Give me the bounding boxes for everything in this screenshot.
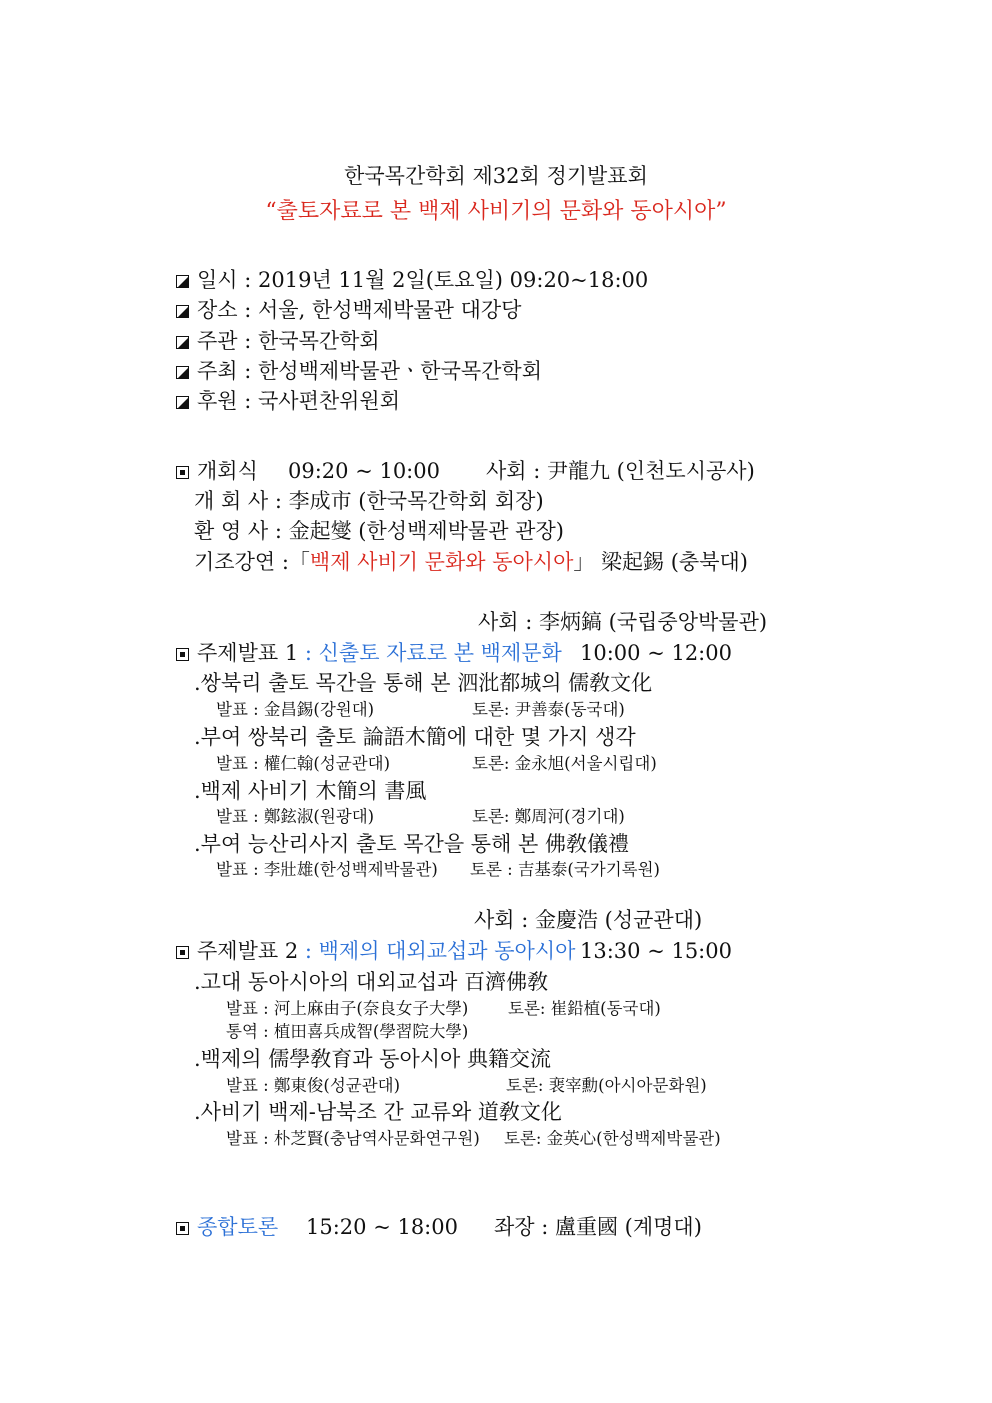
info-host — [176, 361, 542, 382]
half-filled-square-icon — [176, 396, 189, 409]
keynote-title: 백제 사비기 문화와 동아시아 — [309, 550, 574, 574]
conference-theme: “출토자료로 본 백제 사비기의 문화와 동아시아” — [265, 199, 727, 224]
keynote-suffix: 」 梁起錫 (충북대) — [573, 550, 748, 574]
session2-talk2-title: .백제의 儒學敎育과 동아시아 典籍交流 — [194, 1047, 551, 1071]
half-filled-square-icon — [176, 275, 189, 288]
half-filled-square-icon — [176, 336, 189, 349]
session1-header — [176, 643, 562, 664]
keynote — [194, 552, 748, 573]
session2-time: 13:30 ~ 15:00 — [580, 939, 732, 963]
closing-time: 15:20 ~ 18:00 — [306, 1215, 458, 1239]
welcome-address: 환 영 사 : 金起燮 (한성백제박물관 관장) — [194, 519, 564, 543]
session1-host: 사회 : 李炳鎬 (국립중앙박물관) — [478, 610, 768, 634]
session1-time: 10:00 ~ 12:00 — [580, 641, 732, 665]
square-bullet-icon — [176, 1222, 189, 1235]
info-organizer-text: 주관 : 한국목간학회 — [197, 329, 380, 353]
info-venue-text: 장소 : 서울, 한성백제박물관 대강당 — [197, 298, 522, 322]
closing-header — [176, 1217, 278, 1238]
closing-title: 종합토론 — [197, 1215, 279, 1239]
session2-talk3-presenter: 발표 : 朴芝賢(충남역사문화연구원) — [226, 1129, 480, 1148]
session2-talk1-presenter: 발표 : 河上麻由子(奈良女子大學) — [226, 999, 469, 1018]
session1-talk4-discussant: 토론 : 吉基泰(국가기록원) — [470, 860, 660, 879]
session1-talk1-presenter: 발표 : 金昌錫(강원대) — [216, 700, 375, 719]
opening-host: 사회 : 尹龍九 (인천도시공사) — [486, 459, 755, 483]
session1-talk4-title: .부여 능산리사지 출토 목간을 통해 본 佛敎儀禮 — [194, 832, 630, 856]
session1-label: 주제발표 1 — [197, 641, 299, 665]
info-date — [176, 270, 648, 291]
session2-talk1-discussant: 토론: 崔鉛植(동국대) — [508, 999, 661, 1018]
session1-talk4-presenter: 발표 : 李壯雄(한성백제박물관) — [216, 860, 438, 879]
info-sponsor-text: 후원 : 국사편찬위원회 — [197, 389, 400, 413]
conference-title: 한국목간학회 제32회 정기발표회 — [344, 164, 648, 188]
session2-talk1-title: .고대 동아시아의 대외교섭과 百濟佛敎 — [194, 970, 549, 994]
session1-talk3-presenter: 발표 : 鄭鉉淑(원광대) — [216, 807, 375, 826]
opening-time: 09:20 ~ 10:00 — [288, 459, 440, 483]
half-filled-square-icon — [176, 305, 189, 318]
half-filled-square-icon — [176, 366, 189, 379]
session1-talk3-discussant: 토론: 鄭周河(경기대) — [472, 807, 625, 826]
closing-chair: 좌장 : 盧重國 (계명대) — [494, 1215, 702, 1239]
info-date-text: 일시 : 2019년 11월 2일(토요일) 09:20~18:00 — [197, 268, 649, 292]
session1-talk2-discussant: 토론: 金永旭(서울시립대) — [472, 754, 657, 773]
info-venue — [176, 300, 521, 321]
session1-talk2-presenter: 발표 : 權仁翰(성균관대) — [216, 754, 391, 773]
info-host-text: 주최 : 한성백제박물관ㆍ한국목간학회 — [197, 359, 543, 383]
opening-header — [176, 461, 258, 482]
session2-label: 주제발표 2 — [197, 939, 299, 963]
opening-title: 개회식 — [197, 459, 258, 483]
session2-theme: : 백제의 대외교섭과 동아시아 — [304, 939, 576, 963]
session1-talk2-title: .부여 쌍북리 출토 論語木簡에 대한 몇 가지 생각 — [194, 725, 636, 749]
session2-talk3-title: .사비기 백제-남북조 간 교류와 道敎文化 — [194, 1100, 562, 1124]
square-bullet-icon — [176, 946, 189, 959]
opening-address: 개 회 사 : 李成市 (한국목간학회 회장) — [194, 489, 544, 513]
session2-talk2-presenter: 발표 : 鄭東俊(성균관대) — [226, 1076, 401, 1095]
info-organizer — [176, 331, 380, 352]
session2-talk2-discussant: 토론: 裵宰勳(아시아문화원) — [506, 1076, 707, 1095]
session1-talk3-title: .백제 사비기 木簡의 書風 — [194, 779, 427, 803]
keynote-prefix: 기조강연 :「 — [194, 550, 310, 574]
info-sponsor — [176, 391, 400, 412]
session2-talk3-discussant: 토론: 金英心(한성백제박물관) — [504, 1129, 721, 1148]
session2-host: 사회 : 金慶浩 (성균관대) — [474, 908, 703, 932]
square-bullet-icon — [176, 648, 189, 661]
session2-header — [176, 941, 575, 962]
session1-talk1-title: .쌍북리 출토 목간을 통해 본 泗沘都城의 儒敎文化 — [194, 671, 653, 695]
square-bullet-icon — [176, 466, 189, 479]
session1-talk1-discussant: 토론: 尹善泰(동국대) — [472, 700, 625, 719]
session2-talk1-interpreter: 통역 : 植田喜兵成智(學習院大學) — [226, 1022, 469, 1041]
session1-theme: : 신출토 자료로 본 백제문화 — [304, 641, 562, 665]
